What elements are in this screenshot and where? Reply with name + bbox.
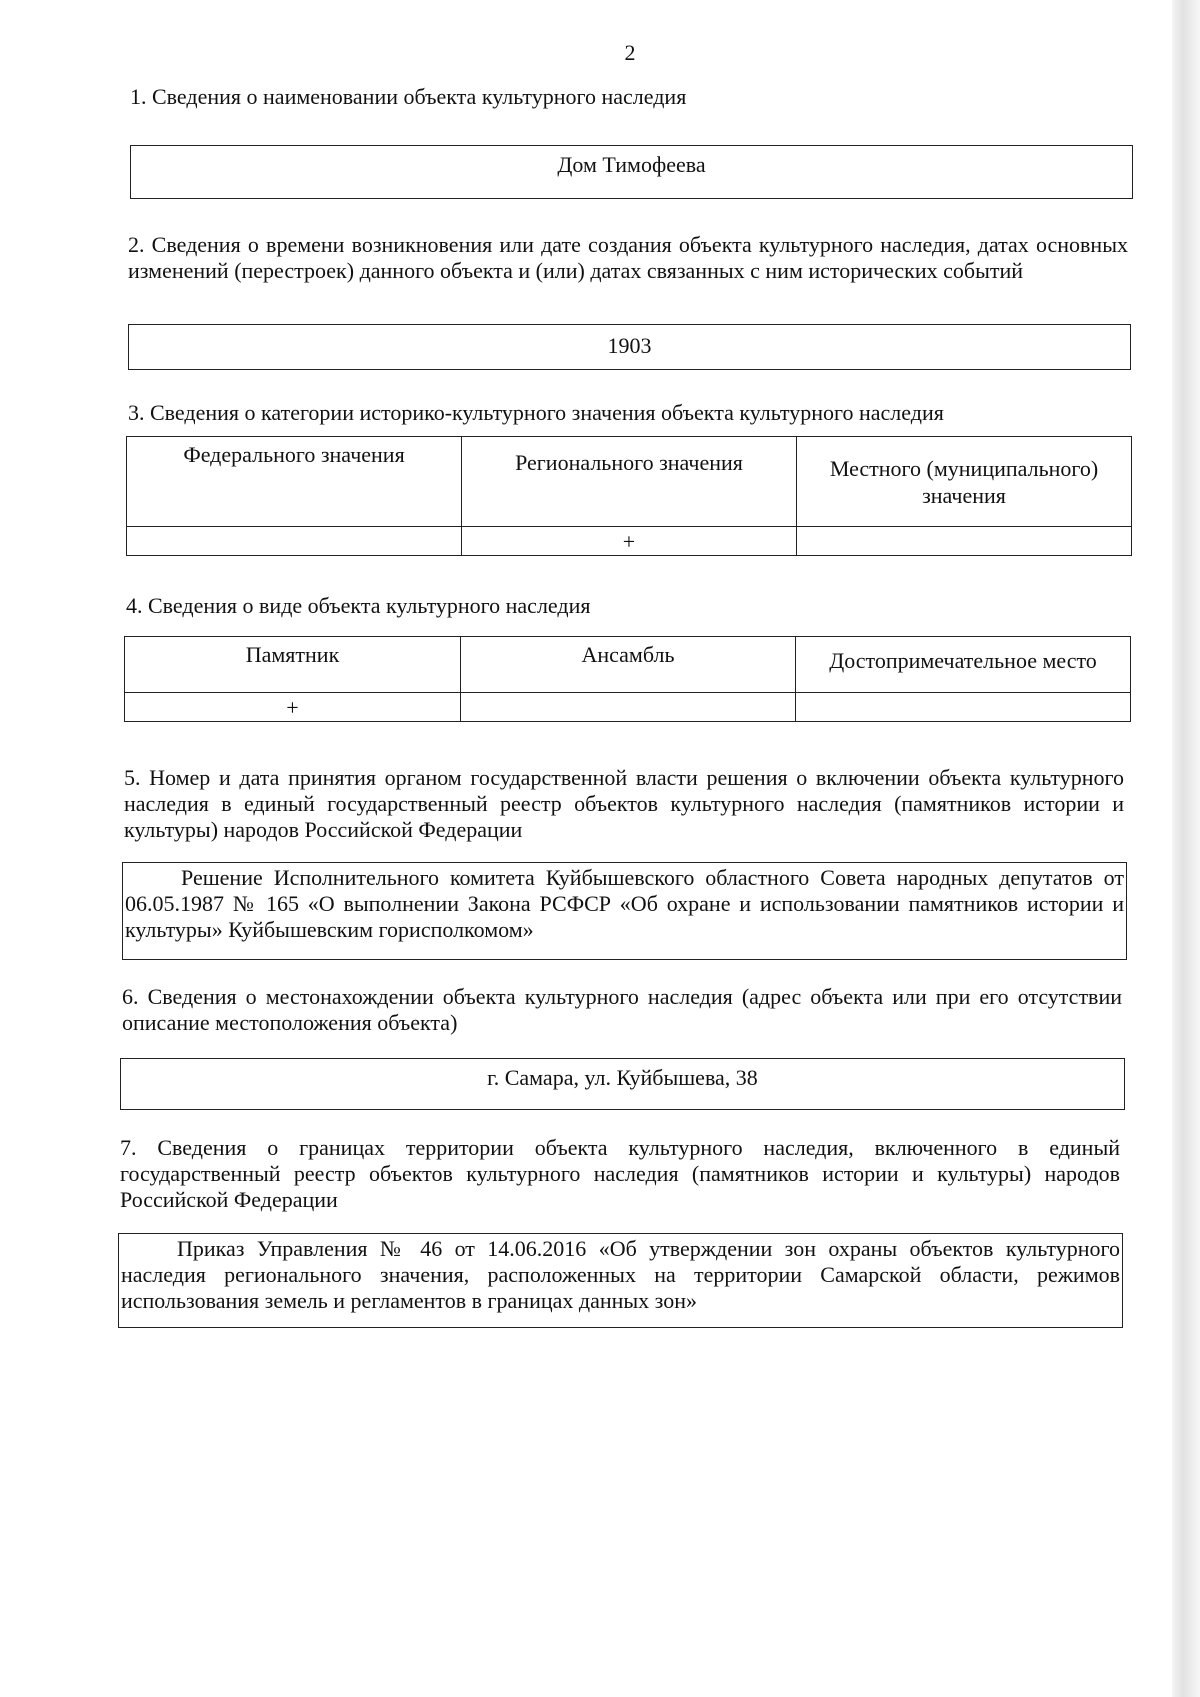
type-ensemble: Ансамбль [461,637,796,693]
section-6-heading: 6. Сведения о местонахождении объекта культурного наследия (адрес объекта или при его отсутствии описание местоположения объекта) [122,984,1122,1035]
category-regional-mark: + [462,527,797,556]
creation-date: 1903 [607,333,652,358]
category-local-mark [797,527,1132,556]
section-7-value-box [118,1233,1123,1328]
type-monument: Памятник [125,637,461,693]
registry-decision: Решение Исполнительного комитета Куйбышевского областного Совета народных депутатов от 06.05.1987 № 165 «О выполнении Закона РСФСР «Об охране и использовании памятников истории и культуры» Куйбышевским горисполкомом» [125,865,1124,942]
type-table [124,636,1131,722]
category-table [126,436,1132,556]
scan-edge-shadow [1172,0,1200,1697]
type-landmark: Достопримечательное место [796,637,1131,693]
section-2-heading: 2. Сведения о времени возникновения или дате создания объекта культурного наследия, датах основных изменений (перестроек) данного объекта и (или) датах связанных с ним исторических событий [128,232,1128,283]
category-federal-mark [127,527,462,556]
section-7-heading: 7. Сведения о границах территории объекта культурного наследия, включенного в единый государственный реестр объектов культурного наследия (памятников истории и культуры) народов Российской Федерации [120,1135,1120,1212]
page-number: 2 [624,40,636,65]
section-1-heading: 1. Сведения о наименовании объекта культурного наследия [130,84,687,109]
section-1-value-box [130,145,1133,199]
section-4-heading: 4. Сведения о виде объекта культурного наследия [126,593,591,618]
object-address: г. Самара, ул. Куйбышева, 38 [487,1065,758,1090]
section-5-heading: 5. Номер и дата принятия органом государственной власти решения о включении объекта культурного наследия в единый государственный реестр объектов культурного наследия (памятников истории и культуры) народов Российской Федерации [124,765,1124,842]
type-monument-mark: + [125,693,461,722]
type-landmark-mark [796,693,1131,722]
object-name: Дом Тимофеева [557,152,706,177]
territory-order: Приказ Управления № 46 от 14.06.2016 «Об утверждении зон охраны объектов культурного наследия регионального значения, расположенных на территории Самарской области, режимов использования земель и регламентов в границах данных зон» [121,1236,1120,1313]
category-local: Местного (муниципального) значения [797,437,1132,527]
section-2-value-box [128,324,1131,370]
section-6-value-box [120,1058,1125,1110]
section-5-value-box [122,862,1127,960]
category-federal: Федерального значения [127,437,462,527]
section-3-heading: 3. Сведения о категории историко-культурного значения объекта культурного наследия [128,400,944,425]
category-regional: Регионального значения [462,437,797,527]
type-ensemble-mark [461,693,796,722]
